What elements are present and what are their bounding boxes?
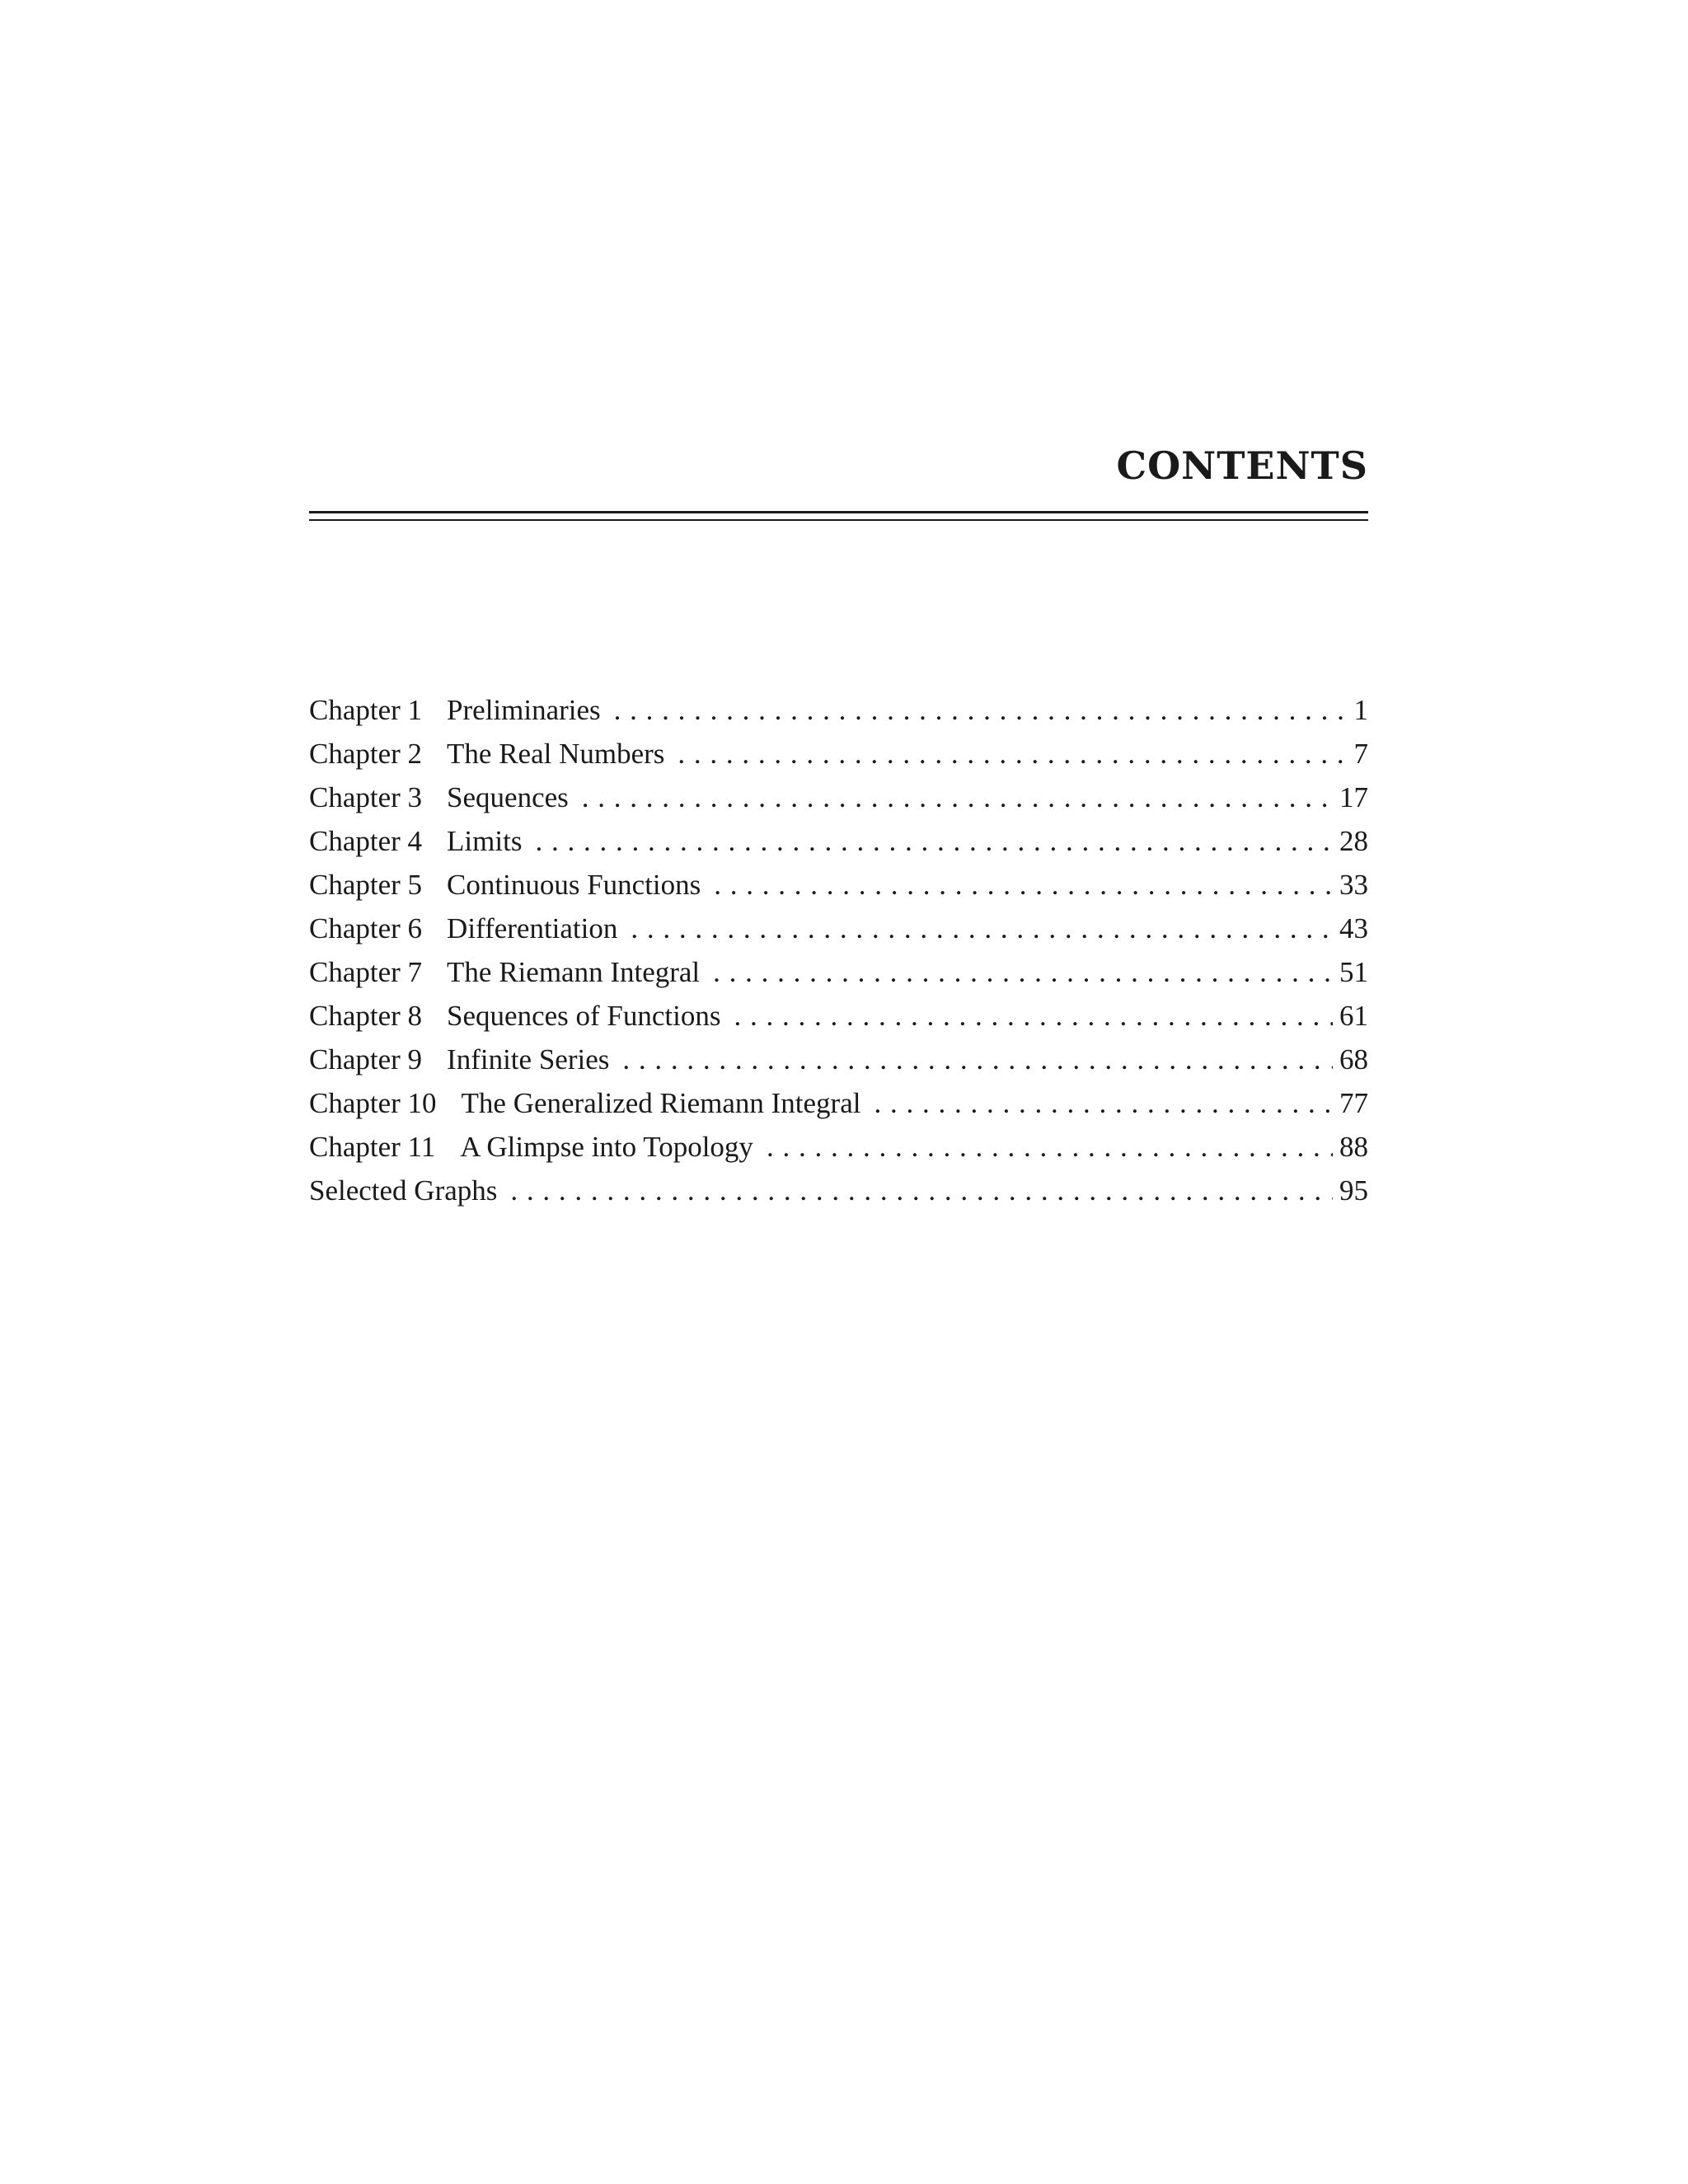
chapter-title: Preliminaries: [447, 693, 601, 726]
toc-entry[interactable]: [309, 869, 1368, 912]
dot-leader: [874, 1087, 1333, 1120]
toc-entry[interactable]: [309, 738, 1368, 781]
chapter-label: Chapter 4: [309, 824, 423, 857]
dot-leader: [535, 825, 1333, 858]
rule-thick: [309, 511, 1368, 513]
toc-entry[interactable]: [309, 781, 1368, 825]
chapter-title: Sequences: [447, 780, 569, 813]
toc-entry[interactable]: [309, 1000, 1368, 1043]
section-title: Selected Graphs: [309, 1174, 498, 1207]
chapter-label: Chapter 1: [309, 693, 423, 726]
toc-list: [309, 694, 1368, 1218]
dot-leader: [614, 694, 1348, 727]
page-number: 17: [1339, 780, 1368, 813]
chapter-label: Chapter 8: [309, 999, 423, 1032]
chapter-title: Continuous Functions: [447, 868, 701, 901]
chapter-label: Chapter 7: [309, 955, 423, 988]
chapter-title: A Glimpse into Topology: [460, 1130, 753, 1163]
toc-entry[interactable]: [309, 956, 1368, 1000]
chapter-label: Chapter 2: [309, 737, 423, 770]
contents-page: [309, 429, 1368, 1218]
toc-entry[interactable]: [309, 694, 1368, 738]
chapter-label: Chapter 6: [309, 912, 423, 944]
dot-leader: [510, 1174, 1333, 1207]
page-number: 7: [1353, 737, 1368, 770]
chapter-title: The Riemann Integral: [447, 955, 701, 988]
chapter-title: Infinite Series: [447, 1043, 610, 1076]
page-title: CONTENTS: [1116, 443, 1368, 488]
page-number: 88: [1339, 1130, 1368, 1163]
page-number: 51: [1339, 955, 1368, 988]
dot-leader: [713, 956, 1333, 989]
page-number: 1: [1353, 693, 1368, 726]
page-number: 77: [1339, 1086, 1368, 1119]
toc-entry[interactable]: [309, 912, 1368, 956]
chapter-label: Chapter 3: [309, 780, 423, 813]
page-number: 68: [1339, 1043, 1368, 1076]
page-number: 33: [1339, 868, 1368, 901]
toc-entry[interactable]: [309, 1087, 1368, 1131]
page-number: 43: [1339, 912, 1368, 944]
dot-leader: [767, 1131, 1333, 1164]
chapter-title: Sequences of Functions: [447, 999, 721, 1032]
dot-leader: [714, 869, 1333, 902]
rule-thin: [309, 519, 1368, 521]
chapter-title: The Generalized Riemann Integral: [461, 1086, 861, 1119]
toc-entry[interactable]: [309, 825, 1368, 869]
chapter-title: Differentiation: [447, 912, 618, 944]
dot-leader: [678, 738, 1347, 771]
dot-leader: [631, 912, 1333, 945]
dot-leader: [734, 1000, 1334, 1033]
title-rule: [309, 511, 1368, 521]
page-number: 61: [1339, 999, 1368, 1032]
chapter-label: Chapter 10: [309, 1086, 437, 1119]
toc-entry[interactable]: [309, 1043, 1368, 1087]
dot-leader: [622, 1043, 1333, 1076]
chapter-label: Chapter 11: [309, 1130, 436, 1163]
chapter-label: Chapter 5: [309, 868, 423, 901]
toc-entry[interactable]: [309, 1131, 1368, 1174]
toc-entry[interactable]: [309, 1174, 1368, 1218]
chapter-title: The Real Numbers: [447, 737, 665, 770]
page-number: 28: [1339, 824, 1368, 857]
chapter-title: Limits: [447, 824, 523, 857]
page-number: 95: [1339, 1174, 1368, 1207]
chapter-label: Chapter 9: [309, 1043, 423, 1076]
dot-leader: [582, 781, 1333, 814]
